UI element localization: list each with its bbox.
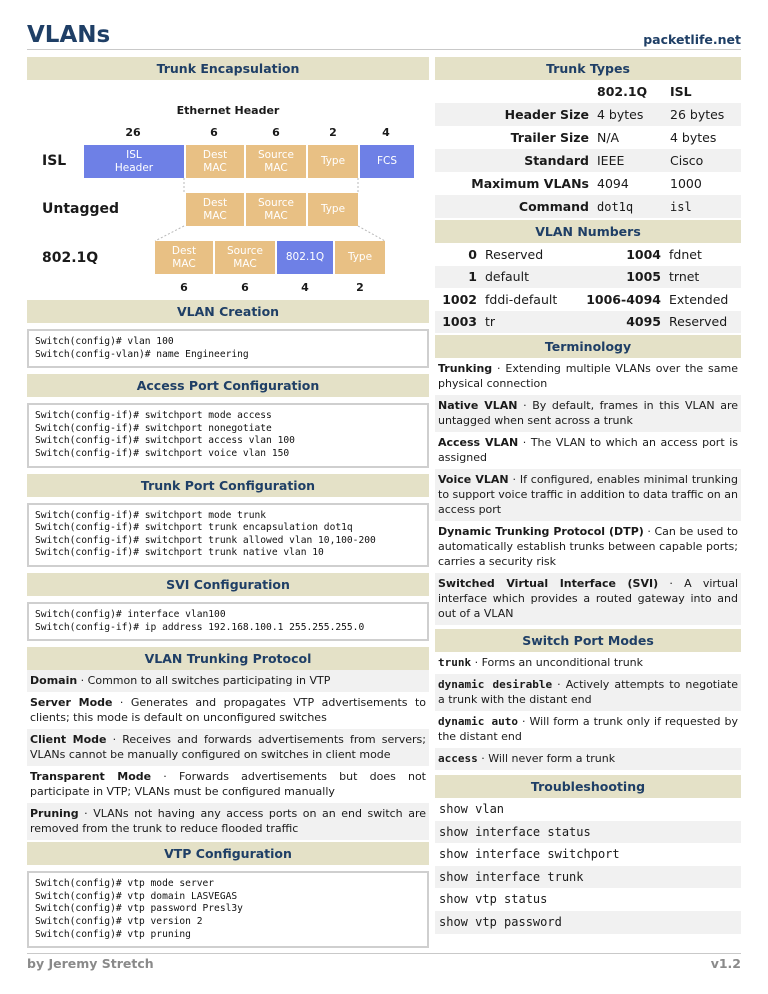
terminology-heading: Terminology <box>435 335 741 358</box>
trunk-port-heading: Trunk Port Configuration <box>27 474 429 497</box>
untagged-type-block: Type <box>308 193 358 226</box>
trunk-encapsulation-heading: Trunk Encapsulation <box>27 57 429 80</box>
ethernet-header-diagram <box>27 80 429 294</box>
term-svi: Switched Virtual Interface (SVI) · A virtual interface which provides a routed gateway into and out of a VLAN <box>435 573 741 625</box>
untagged-source-mac-block: Source MAC <box>246 193 306 226</box>
vtp-domain-def: Domain · Common to all switches participating in VTP <box>27 670 429 692</box>
type-size-label: 2 <box>329 126 337 139</box>
term-native-vlan: Native VLAN · By default, frames in this VLAN are untagged when sent across a trunk <box>435 395 741 432</box>
vlan-numbers-heading: VLAN Numbers <box>435 220 741 243</box>
fcs-size-label: 4 <box>382 126 390 139</box>
author-credit: by Jeremy Stretch <box>27 956 154 971</box>
table-row: Trailer Size N/A 4 bytes <box>510 130 717 145</box>
vtp-heading: VLAN Trunking Protocol <box>27 647 429 670</box>
table-row: Command dot1q isl <box>435 195 741 218</box>
dot1q-type-size-label: 2 <box>356 281 364 294</box>
dest-mac-size-label: 6 <box>210 126 218 139</box>
isl-dest-mac-block: Dest MAC <box>186 145 244 178</box>
isl-source-mac-block: Source MAC <box>246 145 306 178</box>
right-column <box>435 57 741 934</box>
vtp-pruning-def: Pruning · VLANs not having any access ports on an end switch are removed from the trunk to reduce flooded traffic <box>27 803 429 840</box>
isl-row-label: ISL <box>42 153 67 169</box>
trunk-types-table <box>435 80 741 218</box>
column-header: 802.1Q <box>597 84 648 99</box>
vtp-transparent-mode-def: Transparent Mode · Forwards advertisements but does not participate in VTP; VLANs must be configured manually <box>30 770 426 799</box>
term-dtp: Dynamic Trunking Protocol (DTP) · Can be used to automatically establish trunks between capable ports; carries a security risk <box>438 525 738 568</box>
term-access-vlan: Access VLAN · The VLAN to which an access port is assigned <box>438 436 738 464</box>
table-row: 1002 fddi-default 1006-4094 Extended <box>442 291 729 307</box>
table-row: 1 default 1005 trnet <box>435 266 741 289</box>
untagged-dest-mac-block: Dest MAC <box>186 193 244 226</box>
dot1q-tag-block: 802.1Q <box>277 241 333 274</box>
mode-trunk: trunk · Forms an unconditional trunk <box>438 656 644 669</box>
svi-code: Switch(config)# interface vlan100 Switch(config-if)# ip address 192.168.100.1 255.255.255.0 <box>27 602 429 641</box>
vtp-client-mode-def: Client Mode · Receives and forwards advertisements from servers; VLANs cannot be manually configured on switches in client mode <box>27 729 429 766</box>
dot1q-type-block: Type <box>335 241 385 274</box>
access-port-code: Switch(config-if)# switchport mode access Switch(config-if)# switchport nonegotiate Switch(config-if)# switchport access vlan 100 Switch(config-if)# switchport voice vlan 150 <box>27 403 429 467</box>
term-trunking: Trunking · Extending multiple VLANs over the same physical connection <box>438 362 738 390</box>
switch-port-modes-heading: Switch Port Modes <box>435 629 741 652</box>
dot1q-tag-size-label: 4 <box>301 281 309 294</box>
page-header <box>27 22 741 50</box>
vtp-config-heading: VTP Configuration <box>27 842 429 865</box>
trunk-types-header-row <box>435 80 741 103</box>
vlan-numbers-table <box>435 243 741 333</box>
isl-size-label: 26 <box>125 126 141 139</box>
column-header: ISL <box>670 84 692 99</box>
vtp-config-code: Switch(config)# vtp mode server Switch(config)# vtp domain LASVEGAS Switch(config)# vtp password Presl3y Switch(config)# vtp version 2 Switch(config)# vtp pruning <box>27 871 429 948</box>
dot1q-row-label: 802.1Q <box>42 250 99 266</box>
troubleshooting-command: show interface trunk <box>435 866 741 889</box>
table-row: Header Size 4 bytes 26 bytes <box>435 103 741 126</box>
source-mac-size-label: 6 <box>272 126 280 139</box>
term-voice-vlan: Voice VLAN · If configured, enables minimal trunking to support voice traffic in addition to data traffic on an access port <box>435 469 741 521</box>
troubleshooting-command: show interface switchport <box>439 847 620 862</box>
mode-dynamic-auto: dynamic auto · Will form a trunk only if requested by the distant end <box>438 715 738 743</box>
isl-fcs-block: FCS <box>360 145 414 178</box>
vlan-creation-code: Switch(config)# vlan 100 Switch(config-vlan)# name Engineering <box>27 329 429 368</box>
troubleshooting-command: show vtp status <box>439 892 548 907</box>
dot1q-dest-size-label: 6 <box>180 281 188 294</box>
mode-dynamic-desirable: dynamic desirable · Actively attempts to negotiate a trunk with the distant end <box>435 674 741 711</box>
isl-type-block: Type <box>308 145 358 178</box>
left-column <box>27 57 429 954</box>
troubleshooting-command: show vtp password <box>435 911 741 934</box>
vtp-server-mode-def: Server Mode · Generates and propagates VTP advertisements to clients; this mode is default on unconfigured switches <box>30 696 426 725</box>
isl-header-block: ISL Header <box>84 145 184 178</box>
vlan-creation-heading: VLAN Creation <box>27 300 429 323</box>
dot1q-dest-mac-block: Dest MAC <box>155 241 213 274</box>
version-label: v1.2 <box>710 956 741 971</box>
troubleshooting-command: show vlan <box>439 802 505 816</box>
page-title: VLANs <box>27 22 111 48</box>
table-row: Maximum VLANs 4094 1000 <box>471 176 702 191</box>
access-port-heading: Access Port Configuration <box>27 374 429 397</box>
table-row: 0 Reserved 1004 fdnet <box>468 246 702 262</box>
dot1q-source-mac-block: Source MAC <box>215 241 275 274</box>
untagged-row-label: Untagged <box>42 201 120 217</box>
table-row: 1003 tr 4095 Reserved <box>435 311 741 334</box>
svi-heading: SVI Configuration <box>27 573 429 596</box>
page-footer <box>27 953 741 971</box>
mode-access: access · Will never form a trunk <box>435 748 741 770</box>
site-link[interactable]: packetlife.net <box>643 32 741 47</box>
diagram-title: Ethernet Header <box>176 104 280 117</box>
troubleshooting-heading: Troubleshooting <box>435 775 741 798</box>
troubleshooting-command: show interface status <box>435 821 741 844</box>
trunk-types-heading: Trunk Types <box>435 57 741 80</box>
trunk-port-code: Switch(config-if)# switchport mode trunk Switch(config-if)# switchport trunk encapsulation dot1q Switch(config-if)# switchport trunk allowed vlan 10,100-200 Switch(config-if)# switchport trunk native vlan 10 <box>27 503 429 567</box>
dot1q-source-size-label: 6 <box>241 281 249 294</box>
table-row: Standard IEEE Cisco <box>435 149 741 172</box>
